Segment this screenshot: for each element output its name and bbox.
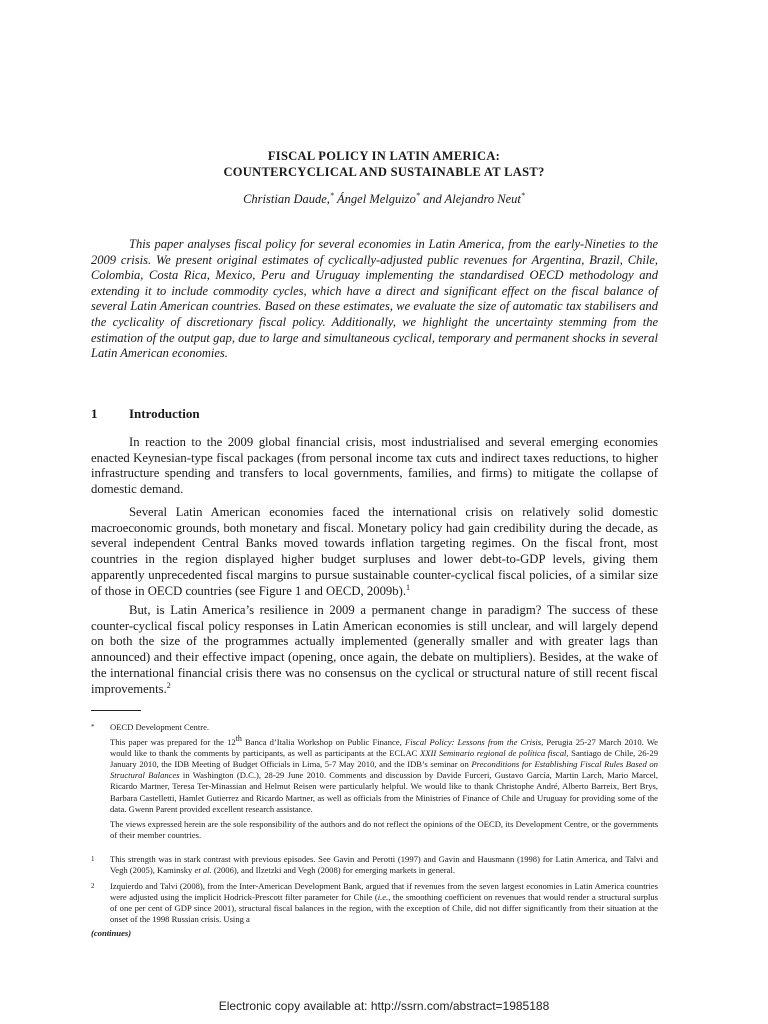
section-number: 1 [91, 406, 98, 421]
body-paragraph-2 [91, 505, 658, 599]
section-title: Introduction [129, 406, 200, 421]
footnote-star [91, 722, 658, 841]
author-neut: and Alejandro Neut [422, 192, 521, 206]
footnote-star-mark: * [91, 723, 95, 731]
footnote-star-acknowledgements: This paper was prepared for the 12th Banca d’Italia Workshop on Public Finance, Fiscal Policy: Lessons from the Crisis, Perugia 25-27 March 2010. We would like to thank the comments by participants, as well as participants at the ECLAC XXII Seminario regional de política fiscal, Santiago de Chile, 26-29 January 2010, the IDB Meeting of Budget Officials in Lima, 5-7 May 2010, and the IDB’s seminar on Preconditions for Establishing Fiscal Rules Based on Structural Balances in Washington (D.C.), 28-29 June 2010. Comments and discussion by Davide Furceri, Gustavo García, Martin Larch, Mario Marcel, Ricardo Martner, Teresa Ter-Minassian and Helmut Reisen were particularly helpful. We would like to thank Christophe André, Alberto Barreix, Bert Brys, Barbara Castelletti, Hamlet Gutierrez and Ricardo Martner, as well as officials from the Ministries of Finance of Chile and Uruguay for providing some of the data. Gwenn Parent provided excellent research assistance. [110, 734, 658, 814]
continues-note: (continues) [91, 928, 132, 938]
footnote-1 [91, 854, 658, 876]
paper-title-line-2: COUNTERCYCLICAL AND SUSTAINABLE AT LAST? [223, 165, 545, 179]
paper-title-line-1: FISCAL POLICY IN LATIN AMERICA: [267, 149, 501, 163]
footnote-2-text: Izquierdo and Talvi (2008), from the Inter-American Development Bank, argued that if revenues from the seven largest economies in Latin America countries were adjusted using the implicit Hodrick-Prescott filter parameter for Chile (i.e., the smoothing coefficient on revenues that would render a structural surplus of one per cent of GDP since 2001), structural fiscal balances in the region, with the exception of Chile, did not differ significantly from their situation at the onset of the 1998 Russian crisis. Using a [110, 881, 659, 925]
abstract: This paper analyses fiscal policy for several economies in Latin America, from the early-Nineties to the 2009 crisis. We present original estimates of cyclically-adjusted public revenues for Argentina, Brazil, Chile, Colombia, Costa Rica, Mexico, Peru and Uruguay implementing the standardised OECD methodology and extending it to include commodity cycles, which have a direct and significant effect on the fiscal balance of several Latin American countries. Based on these estimates, we evaluate the size of automatic tax stabilisers and the cyclicality of discretionary fiscal policy. Additionally, we highlight the uncertainty stemming from the estimation of the output gap, due to large and simultaneous cyclical, temporary and permanent shocks in several Latin American economies. [91, 237, 658, 361]
footnote-star-affiliation: OECD Development Centre. [110, 722, 210, 732]
author-melguizo: Ángel Melguizo [337, 192, 416, 206]
author-daude: Christian Daude, [243, 192, 330, 206]
footnote-1-text: This strength was in stark contrast with previous episodes. See Gavin and Perotti (1997) and Gavin and Hausmann (1998) for Latin America, and Talvi and Vegh (2005), Kaminsky et al. (2006), and Ilzetzki and Vegh (2008) for emerging markets in general. [110, 854, 658, 876]
footnote-ref-2[interactable]: 2 [166, 680, 171, 690]
author-note-mark: * [329, 190, 334, 200]
footnote-ref-1[interactable]: 1 [406, 582, 411, 592]
footnote-separator [91, 710, 141, 711]
footnote-2-mark: 2 [91, 882, 95, 890]
body-paragraph-3 [91, 603, 658, 697]
paragraph-3-text: But, is Latin America’s resilience in 2009 a permanent change in paradigm? The success of these counter-cyclical fiscal policy responses in Latin American economies is still unclear, and will largely depend on both the size of the programmes actually implemented (generally smaller and with greater lags than announced) and their effective impact (opening, once again, the debate on multipliers). Besides, at the wake of the international financial crisis there was no consensus on the cyclical or structural nature of still recent fiscal improvements. [91, 603, 658, 696]
paragraph-2-text: Several Latin American economies faced the international crisis on relatively solid domestic macroeconomic grounds, both monetary and fiscal. Monetary policy had gain credibility during the decade, as several independent Central Banks moved towards inflation targeting regimes. On the fiscal front, most countries in the region displayed higher budget surpluses and lower debt-to-GDP levels, giving them apparently unprecedented fiscal margins to pursue sustainable counter-cyclical fiscal policies, of a similar size of those in OECD countries (see Figure 1 and OECD, 2009b). [91, 505, 658, 598]
author-list [0, 192, 768, 207]
footnote-star-disclaimer: The views expressed herein are the sole responsibility of the authors and do not reflect the opinions of the OECD, its Development Centre, or the governments of their member countries. [110, 818, 658, 840]
author-note-mark: * [415, 190, 420, 200]
body-paragraph-1: In reaction to the 2009 global financial crisis, most industrialised and several emerging economies enacted Keynesian-type fiscal packages (from personal income tax cuts and indirect taxes reductions, to higher infrastructure spending and transfers to local governments, families, and firms) to mitigate the collapse of domestic demand. [91, 435, 658, 497]
footnote-2 [91, 881, 658, 925]
footnote-1-mark: 1 [91, 855, 95, 863]
author-note-mark: * [520, 190, 525, 200]
section-heading [91, 406, 658, 422]
ssrn-footer-link[interactable]: Electronic copy available at: http://ssrn.com/abstract=1985188 [218, 999, 550, 1013]
